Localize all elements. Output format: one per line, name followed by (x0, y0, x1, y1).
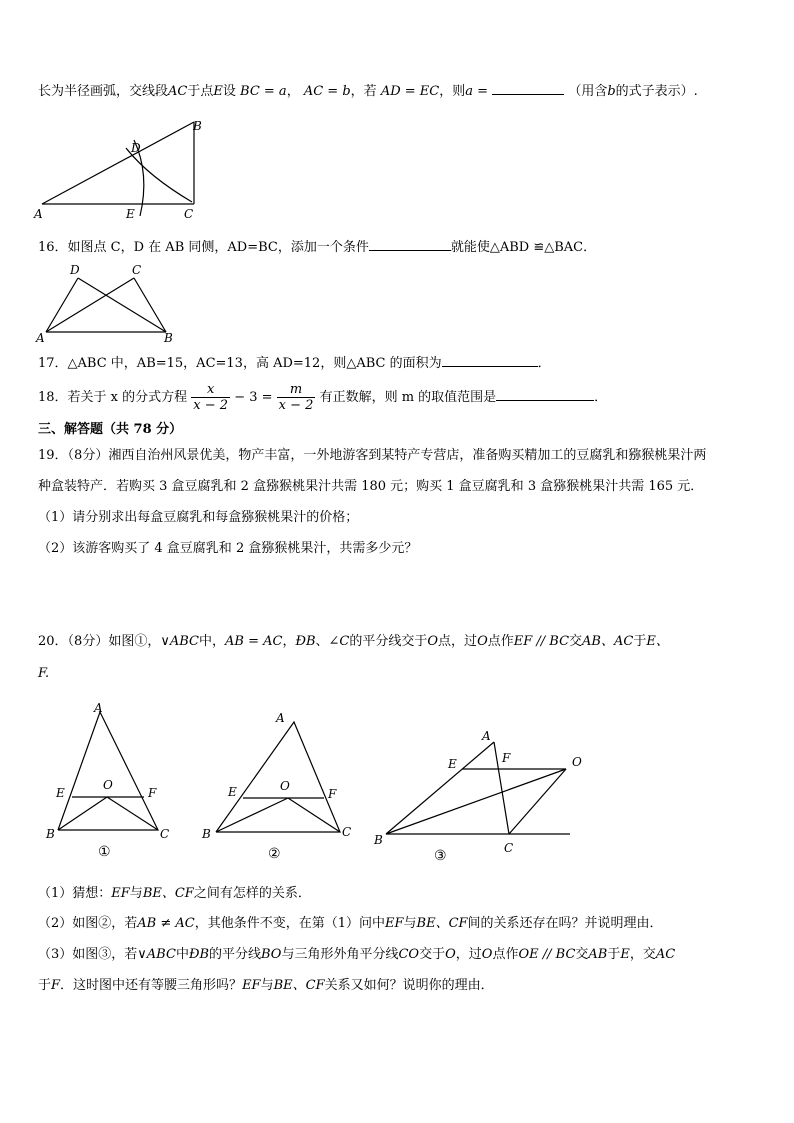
q20-math: BE、CF (416, 916, 468, 931)
fig2-number: ② (268, 846, 281, 862)
fig3-label-c: C (504, 841, 514, 855)
q18-fraction-1 (191, 382, 230, 413)
fig1-label-f: F (148, 786, 157, 800)
fig3-line-bo (386, 769, 566, 834)
q20-text: 与 (260, 978, 274, 993)
q20-math: F (51, 978, 61, 993)
fig2-line-co (288, 798, 340, 832)
q15-text: ，则 (439, 84, 466, 99)
q15-label-b: B (193, 119, 202, 133)
q20-text: 与 (129, 886, 143, 901)
q20-text: 交 (569, 634, 583, 649)
q20-math: EF (385, 916, 404, 931)
q16-line-bd (78, 278, 166, 332)
fig1-label-o: O (103, 778, 113, 792)
q20-text: 中， (198, 634, 225, 649)
q20-math: EF (111, 886, 130, 901)
q17-text: 17．△ABC 中，AB=15，AC=13，高 AD=12，则△ABC 的面积为 (38, 356, 442, 371)
q20-text: 于 (607, 947, 621, 962)
q20-math: E、 (646, 634, 669, 649)
q15-e: E (213, 84, 223, 99)
q16-label-c: C (132, 263, 142, 277)
q19-sub-2: （2）该游客购买了 4 盒豆腐乳和 2 盒猕猴桃果汁，共需多少元？ (38, 541, 418, 556)
q18-fraction-2 (277, 382, 316, 413)
q20-math: ÐB (295, 634, 316, 649)
q15-label-e: E (126, 207, 135, 221)
q15-ad-eq: AD = EC (380, 84, 440, 99)
q18-answer-blank[interactable] (496, 386, 594, 401)
q15-arc-d (126, 148, 192, 202)
q20-math: AC (655, 947, 676, 962)
q20-math: O (445, 947, 456, 962)
q20-text: （3）如图③，若 (38, 947, 138, 962)
fig1-number: ① (98, 844, 111, 860)
q20-text: （1）猜想： (38, 886, 112, 901)
q20-math: BE、CF (273, 978, 325, 993)
q20-text: 关系又如何？说明你的理由． (324, 978, 494, 993)
q20-math: EF // BC (513, 634, 570, 649)
q20-math: O (477, 634, 488, 649)
q15-line (38, 80, 698, 102)
fig3-label-a: A (482, 729, 491, 743)
q15-text: 设 (222, 84, 236, 99)
q20-text: 中 (175, 947, 189, 962)
frac-den: x − 2 (278, 398, 314, 413)
q16-label-b: B (164, 331, 173, 345)
q20-math: EF (242, 978, 261, 993)
q20-text: ，其他条件不变，在第（1）问中 (194, 916, 385, 931)
q20-math: AB、AC (582, 634, 634, 649)
q20-text: （2）如图②，若 (38, 916, 138, 931)
q18-text: 有正数解，则 m 的取值范围是 (319, 390, 497, 405)
fig3-label-f: F (502, 751, 511, 765)
fig3-label-b: B (374, 833, 383, 847)
fig1-triangle (58, 712, 158, 830)
q15-text: 长为半径画弧，交线段 (38, 84, 169, 99)
q15-answer-blank[interactable] (492, 80, 564, 95)
q15-label-d: D (131, 141, 141, 155)
q15-label-a: A (34, 207, 43, 221)
fig1-label-b: B (46, 827, 55, 841)
q17-text: ． (537, 356, 551, 371)
q20-text: 间的关系还存在吗？并说明理由． (467, 916, 663, 931)
q15-text: （用含 (568, 84, 608, 99)
q16-line (38, 236, 596, 258)
q16-line-ad (46, 278, 78, 332)
fig2-label-b: B (202, 827, 211, 841)
q20-text: 于 (633, 634, 647, 649)
q16-line-ac (46, 278, 134, 332)
fig3-label-e: E (448, 757, 457, 771)
q20-text: 与三角形外角平分线 (281, 947, 399, 962)
q20-math: BE、CF (142, 886, 194, 901)
frac-num: m (277, 382, 316, 398)
q20-sub-1 (38, 884, 311, 904)
q20-text: 交于 (419, 947, 446, 962)
fig2-label-f: F (328, 787, 337, 801)
q18-line (38, 380, 607, 416)
q20-math: OE // BC (518, 947, 576, 962)
q15-text: 于点 (187, 84, 214, 99)
fig1-line-bo (58, 797, 107, 830)
fig2-label-a: A (276, 711, 285, 725)
q19-line-2: 种盒装特产．若购买 3 盒豆腐乳和 2 盒猕猴桃果汁共需 180 元；购买 1 盒豆腐乳和 3 盒猕猴桃果汁共需 165 元． (38, 479, 704, 494)
q20-line-1 (38, 632, 669, 652)
q20-sub-3 (38, 945, 675, 965)
fig3-line-ba (386, 742, 494, 834)
q20-math: O (427, 634, 439, 649)
q20-text: 与 (403, 916, 417, 931)
q15-bc-eq: BC = a (240, 84, 287, 99)
q15-ac-eq: AC = b (303, 84, 351, 99)
q15-figure (30, 112, 210, 222)
q20-text: 、 (315, 634, 329, 649)
q20-math: AB (588, 947, 608, 962)
q20-line-2: F. (38, 666, 50, 681)
q15-a-eq: a = (465, 84, 489, 99)
q16-line-bc (134, 278, 166, 332)
q20-text: 点作 (487, 634, 514, 649)
q15-text: 的式子表示）. (615, 84, 698, 99)
q20-math: BO (261, 947, 282, 962)
q16-text: 16．如图点 C，D 在 AB 同侧，AD=BC，添加一个条件 (38, 240, 369, 255)
q20-figure-3 (370, 724, 590, 866)
q20-figure-1 (40, 700, 180, 862)
q15-line-ab (42, 122, 194, 204)
q20-math: CO (398, 947, 420, 962)
q20-text: ， (282, 634, 296, 649)
q20-text: 点，过 (438, 634, 478, 649)
q20-math: AB ≠ AC (137, 916, 195, 931)
q17-line (38, 352, 551, 374)
fig3-label-o: O (572, 755, 582, 769)
q19-sub-1: （1）请分别求出每盒豆腐乳和每盒猕猴桃果汁的价格； (38, 510, 359, 525)
q16-text: 就能使△ABD ≌△BAC． (450, 240, 597, 255)
q18-text: 18．若关于 x 的分式方程 (38, 390, 188, 405)
q20-text: 20．（8分）如图①， (38, 634, 161, 649)
q20-text: 的平分线交于 (349, 634, 428, 649)
q20-text: ．这时图中还有等腰三角形吗？ (60, 978, 243, 993)
q20-text: 交 (575, 947, 589, 962)
frac-num: x (191, 382, 230, 398)
fig2-label-e: E (228, 785, 237, 799)
fig3-number: ③ (434, 848, 447, 864)
q15-text: ，若 (350, 84, 377, 99)
q15-label-c: C (184, 207, 194, 221)
q20-text: ，交 (629, 947, 656, 962)
q20-text: 的平分线 (209, 947, 262, 962)
q20-text: 之间有怎样的关系． (193, 886, 311, 901)
section-heading: 三、解答题（共 78 分） (38, 422, 183, 437)
fig2-triangle (216, 722, 340, 832)
fig2-label-c: C (342, 825, 352, 839)
fig1-label-c: C (160, 827, 170, 841)
q20-text: 点作 (492, 947, 519, 962)
q15-b: b (607, 84, 616, 99)
q20-math: ∨ABC (137, 947, 176, 962)
q20-math: ∨ABC (160, 634, 199, 649)
fig2-label-o: O (280, 779, 290, 793)
q17-answer-blank[interactable] (442, 352, 538, 367)
q20-math: O (481, 947, 493, 962)
q20-math: ∠C (328, 634, 350, 649)
q15-ac: AC (168, 84, 188, 99)
q16-label-a: A (36, 331, 45, 345)
fig2-line-bo (216, 798, 288, 832)
q20-sub-2 (38, 914, 663, 934)
fig1-label-e: E (56, 786, 65, 800)
q20-text: ，过 (455, 947, 482, 962)
q15-text: ， (286, 84, 300, 99)
q20-math: ÐB (188, 947, 209, 962)
q20-math: AB = AC (225, 634, 283, 649)
q16-answer-blank[interactable] (369, 236, 451, 251)
q18-text: − 3 = (234, 390, 273, 405)
q16-label-d: D (70, 263, 80, 277)
q20-figure-2 (196, 708, 356, 862)
q18-text: ． (594, 390, 608, 405)
frac-den: x − 2 (193, 398, 229, 413)
q20-math: E (620, 947, 630, 962)
q20-text: 于 (38, 978, 52, 993)
q20-sub-4 (38, 976, 494, 996)
q16-figure (34, 260, 184, 346)
q19-line-1: 19．（8分）湘西自治州风景优美，物产丰富，一外地游客到某特产专营店，准备购买精加工的豆腐乳和猕猴桃果汁两 (38, 448, 707, 463)
fig1-label-a: A (94, 701, 103, 715)
